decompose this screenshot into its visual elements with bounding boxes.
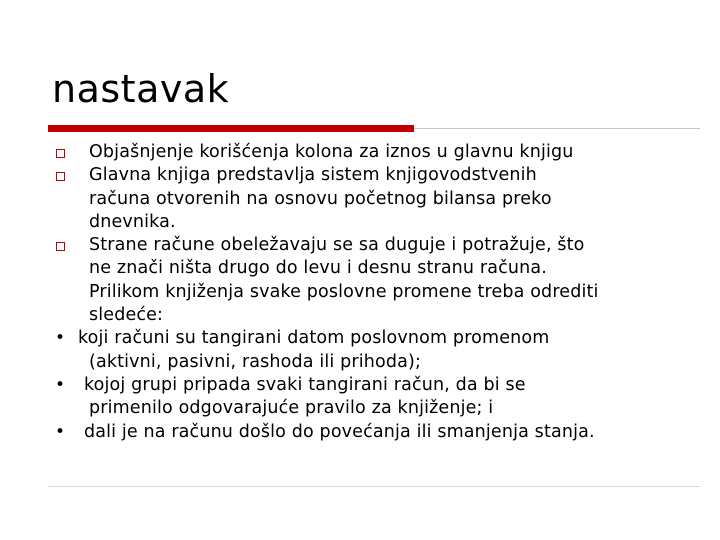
list-item-line: ne znači ništa drugo do levu i desnu stranu računa. <box>89 258 547 279</box>
list-item-line: Glavna knjiga predstavlja sistem knjigovodstvenih <box>89 165 537 186</box>
list-item-line: dnevnika. <box>89 211 176 232</box>
slide-title: nastavak <box>52 67 230 111</box>
bullet-dot-icon: • <box>55 421 66 442</box>
footer-divider-line <box>48 486 700 487</box>
bullet-dot-icon: • <box>55 328 66 349</box>
bullet-list <box>0 141 720 444</box>
list-item <box>0 421 720 444</box>
square-bullet-icon <box>56 172 65 181</box>
list-item-line: (aktivni, pasivni, rashoda ili prihoda); <box>89 351 421 372</box>
list-item <box>0 141 720 164</box>
list-item-line: Objašnjenje korišćenja kolona za iznos u glavnu knjigu <box>89 142 574 162</box>
list-item-line: dali je na računu došlo do povećanja ili smanjenja stanja. <box>84 421 595 442</box>
list-item-line: Strane račune obeležavaju se sa duguje i potražuje, što <box>89 235 585 256</box>
list-item <box>0 164 720 234</box>
list-item-line: računa otvorenih na osnovu početnog bilansa preko <box>89 188 552 209</box>
list-item-line: koji računi su tangirani datom poslovnom promenom <box>78 328 550 349</box>
list-item <box>0 327 720 374</box>
square-bullet-icon <box>56 149 65 158</box>
list-item <box>0 374 720 421</box>
list-item-line: primenilo odgovarajuće pravilo za knjiženje; i <box>89 398 494 419</box>
list-item-line: sledeće: <box>89 305 164 326</box>
square-bullet-icon <box>56 242 65 251</box>
bullet-dot-icon: • <box>55 374 66 395</box>
list-item <box>0 234 720 327</box>
title-accent-bar <box>48 125 414 132</box>
list-item-line: kojoj grupi pripada svaki tangirani račun, da bi se <box>84 374 526 395</box>
list-item-line: Prilikom knjiženja svake poslovne promene treba odrediti <box>89 281 599 302</box>
